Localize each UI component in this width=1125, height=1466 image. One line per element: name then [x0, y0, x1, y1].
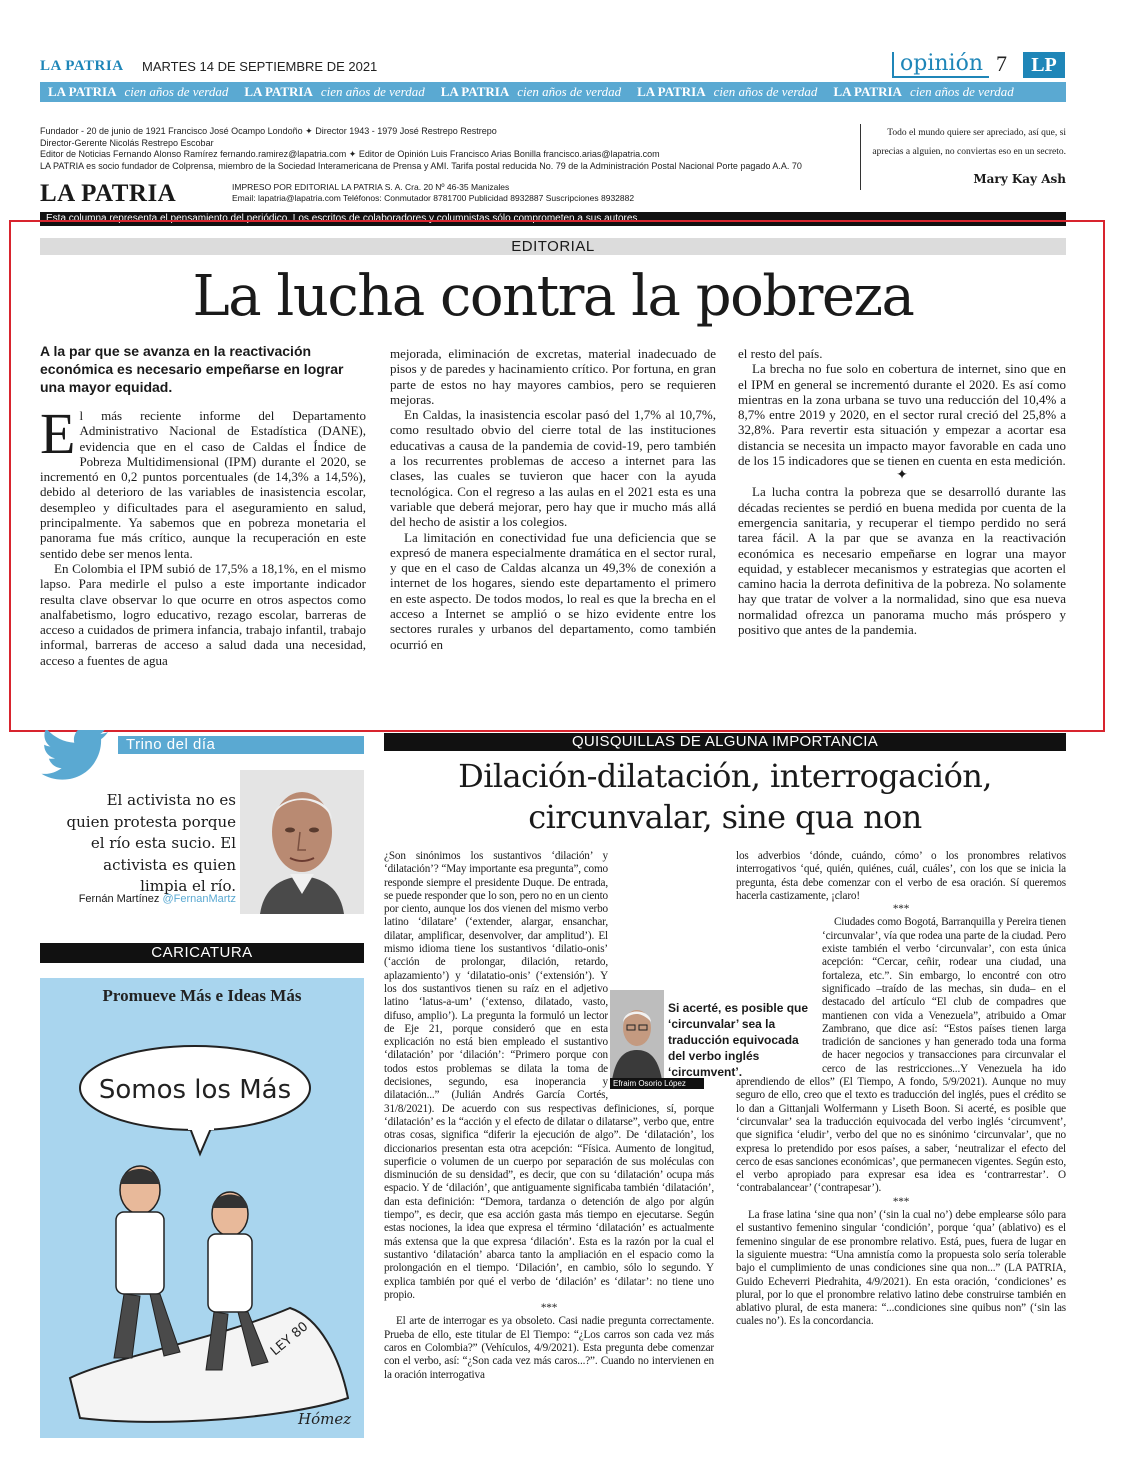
editorial-paragraph: La limitación en conectividad fue una deficiencia que se expresó de manera especialmente dramática en el sector rural, y que en el caso de Caldas alcanza un 49,3% de conexión a internet de los hogares, siendo este departamento el primero en este aspecto. De todos modos, lo real es que la brecha en el acceso a Internet se amplió o se hizo evidente entre los sectores rurales y urbanos del departamento, como también ocurrió en [390, 529, 716, 652]
lp-badge: LP [1023, 52, 1065, 78]
publication-date: MARTES 14 DE SEPTIEMBRE DE 2021 [142, 59, 378, 74]
section-separator: *** [892, 903, 910, 916]
article-paragraph: El arte de interrogar es ya obsoleto. Casi nadie pregunta correctamente. Prueba de ello, este titular de El Tiempo: “¿Los carros son cada vez más caros en Colombia?” (Vehículos, 4/9/2021). Esta pregunta debe comenzar con el verbo, así: “¿Son cada vez más caros...?”. Cuando no intervienen en la oración interrogativa [384, 1315, 714, 1381]
caricatura-bar: CARICATURA [40, 943, 364, 963]
trino-handle[interactable]: @FernanMartz [162, 893, 236, 905]
page-number: 7 [996, 51, 1007, 76]
editorial-paragraph: el resto del país. [738, 346, 823, 361]
strip-brand: LA PATRIA [833, 84, 902, 99]
imprint-line-2: Email: lapatria@lapatria.com Teléfonos: Conmutador 8781700 Publicidad 8932887 Suscripciones 8932882 [232, 193, 635, 203]
credit-line: LA PATRIA es socio fundador de Colprensa, miembro de la Sociedad Interamericana de Prensa y AMI. Tarifa postal reducida No. 79 de la Administración Postal Nacional Porte pagado A.A. 70 [40, 160, 802, 171]
section-separator: *** [892, 1195, 910, 1208]
quisquillas-column-1 [384, 850, 714, 1382]
editorial-paragraph: La brecha no fue solo en cobertura de internet, sino que en el IPM en general se incrementó durante el 2020. Es así como mientras en la zona urbana se tuvo una reducción del 10,4% a 8,7% entre 2019 y 2020, en el sector rural creció del 25,8% a 32,8%. Para revertir esta situación y empezar a acortar esa distancia se necesita un impacto mayor favorable en cada uno de los 15 indicadores que se tienen en cuenta en esta medición. [738, 361, 1066, 469]
editorial-lead: A la par que se avanza en la reactivación económica es necesario empeñarse en lograr una mayor equidad. [40, 343, 344, 395]
strip-brand: LA PATRIA [440, 84, 510, 99]
masthead-brand: LA PATRIA [40, 58, 124, 74]
strip-tagline: cien años de verdad [909, 84, 1014, 99]
trino-bar: Trino del día [118, 736, 364, 754]
cartoon [40, 978, 364, 1438]
portrait-illustration [240, 770, 364, 914]
tagline-strip [40, 82, 1066, 102]
columnist-photo [610, 990, 664, 1080]
section-separator: *** [540, 1302, 558, 1315]
drop-cap: E [40, 401, 76, 466]
section-name: opinión [892, 52, 989, 78]
quisquillas-column-2 [736, 850, 1066, 1329]
editorial-paragraph: En Colombia el IPM subió de 17,5% a 18,1%, en el mismo lapso. Para medirle el pulso a este importante indicador resulta clave observar lo que ocurre en otros aspectos como analfabetismo, logro educativo, rezago escolar, barreras de acceso a cuidados de primera infancia, trabajo infantil, trabajo informal, barreras de acceso a salud dada una necesidad, acceso a fuentes de agua [40, 560, 366, 668]
bubble-text: Somos los Más [98, 1075, 292, 1105]
article-paragraph [384, 850, 714, 1302]
quote-author: Mary Kay Ash [973, 172, 1066, 186]
trino-author [40, 893, 236, 905]
author-photo [240, 770, 364, 914]
imprint-line-1: IMPRESO POR EDITORIAL LA PATRIA S. A. Cra. 20 Nº 46-35 Manizales [232, 182, 510, 192]
strip-brand: LA PATRIA [244, 84, 313, 99]
editorial-banner: EDITORIAL [40, 238, 1066, 255]
paragraph-text: Ciudades como Bogotá, Barranquilla y Pereira tienen ‘circunvalar’, vía que rodea una parte de la ciudad. Pero existe también el verbo ‘circunvalar’, con esta única acepción: “Cercar, ceñir, rodear una ciudad, una fortaleza, etc.”. Sin embargo, lo encontré con otro significado –traído de las mechas, sin duda– en el destacado del artículo “El club de compadres que mantienen con vida a Venezuela”, atribuido a Omar Zambrano, que dice así: “Estos países tienen larga tradición de sanciones y han generado toda una forma de hacer negocios y transacciones para circunvalar el cerco de las restricciones...Y Venezuela ha ido aprendiendo de ellos” (El Tiempo, A fondo, 5/9/2021). Aunque no muy seguro de ello, creo que el texto es traducción del inglés, pues el crédito se lo dan a Gittanjali Wolfermann y Liseth Boon. Si acerté, es posible que ‘circunvalar’ sea la traducción equivocada del verbo inglés ‘circumvent’, que significa ‘eludir’, verbo del que no es sinónimo ‘circunvalar’, que no expresa lo pretendido por esos países, a saber, ‘neutralizar el efecto del cerco de esas sanciones económicas’, que permanecen vigentes. Según esto, el verbo apropiado para expresar esa idea es ‘contrarrestar’. O ‘contrabalancear’ (‘contrapesar’). [736, 916, 1066, 1195]
paragraph-text: l más reciente informe del Departamento Administrativo Nacional de Estadística (DANE), evidencia que en el caso de Caldas el Índice de Pobreza Multidimensional (IPM) durante el 2020, se incrementó en 0,2 puntos porcentuales (de 14,3% a 14,5%), debido al deterioro de las variables de inasistencia escolar, desempleo y dificultades para el aseguramiento en salud, principalmente. Ya sabemos que en pobreza monetaria el panorama fue más crítico, aunque la recuperación en este sentido debe ser menos lenta. [40, 408, 366, 561]
twitter-bird-icon [40, 730, 110, 780]
credit-line: Director-Gerente Nicolás Restrepo Escobar [40, 137, 214, 148]
imprint-info [232, 182, 634, 204]
strip-tagline: cien años de verdad [124, 84, 229, 99]
masthead-credits [40, 126, 820, 172]
quote-text: Todo el mundo quiere ser apreciado, así que, si aprecias a alguien, no conviertas eso en un secreto. [872, 128, 1066, 157]
editorial-paragraph: La lucha contra la pobreza que se desarrolló durante las décadas recientes se perdió en buena medida por cuenta de la emergencia sanitaria, y recuperar el tiempo perdido no será tarea fácil. A la par que se avanza en la reactivación económica es necesario empeñarse en lograr una mayor equidad, y establecer mecanismos y estrategias que acorten el camino hacia la derrota definitiva de la pobreza. No solamente hay que tratar de volver a la normalidad, sino que esa nueva normalidad ofrezca un panorama mucho más próspero y positivo que antes de la pandemia. [738, 484, 1066, 638]
pull-quote: Si acerté, es posible que ‘circunvalar’ sea la traducción equivocada del verbo inglés ‘circumvent’. [668, 1001, 809, 1079]
photo-caption: Efraim Osorio López [610, 1078, 704, 1089]
title-line-2: circunvalar, sine qua non [528, 798, 922, 836]
strip-tagline: cien años de verdad [713, 84, 818, 99]
separator-star: ✦ [896, 468, 908, 484]
article-paragraph: La frase latina ‘sine qua non’ (‘sin la cual no’) debe emplearse sólo para el sustantivo femenino singular ‘condición’, porque ‘qua’ (ablativo) es el femenino singular de ese pronombre relativo. Está, pues, fuera de lugar en la siguiente muestra: “Una amnistía como la propuesta solo sería tolerable bajo el cumplimiento de unas condiciones sine qua non...” (LA PATRIA, Guido Echeverri Piedrahita, 4/9/2021). En esta oración, ‘condiciones’ es plural, por lo que el pronombre relativo latino debe construirse también en ablativo plural, de esta manera: “...condiciones sine quibus non” (‘sin las cuales no’). Es la concordancia. [736, 1209, 1066, 1328]
cartoon-drawing [40, 978, 364, 1438]
title-line-1: Dilación-dilatación, interrogación, [458, 757, 992, 795]
quisquillas-bar: QUISQUILLAS DE ALGUNA IMPORTANCIA [384, 733, 1066, 751]
cartoonist-signature: Hómez [298, 1410, 352, 1428]
editorial-title: La lucha contra la pobreza [192, 264, 914, 329]
trino-text: El activista no es quien protesta porque el río esta sucio. El activista es quien limpia el río. [66, 791, 236, 895]
editorial-paragraph: mejorada, eliminación de excretas, material inadecuado de pisos y de paredes y hacinamiento crítico. Por fortuna, en gran parte de estos no hay mayores cambios, pero se requieren mejoras. [390, 346, 716, 407]
sheet-label: LEY 80 [267, 1319, 312, 1360]
credit-line: Editor de Noticias Fernando Alonso Ramírez fernando.ramirez@lapatria.com ✦ Editor de Opinión Luis Francisco Arias Bonilla francisco.arias@lapatria.com [40, 149, 660, 160]
strip-tagline: cien años de verdad [517, 84, 622, 99]
cartoon-title: Promueve Más e Ideas Más [102, 986, 302, 1005]
strip-brand: LA PATRIA [637, 84, 706, 99]
editorial-paragraph: En Caldas, la inasistencia escolar pasó del 1,7% al 10,7%, como resultado obvio del cierre total de las instituciones educativas a causa de la pandemia de covid-19, pero también a los recurrentes problemas de acceso a internet para las clases, las cuales se tuvieron que hacer con la ayuda tecnológica. Con el regreso a las aulas en el 2021 esta es una variable que deberá mejorar, pero hay que ir mucho más allá del hecho de asistir a los colegios. [390, 407, 716, 530]
quisquillas-title [384, 756, 1066, 838]
columnist-portrait [610, 990, 664, 1080]
imprint-logo: LA PATRIA [40, 180, 177, 207]
strip-brand: LA PATRIA [48, 84, 117, 99]
highlight-frame [9, 220, 1105, 732]
trino-author-name: Fernán Martínez [78, 893, 160, 905]
strip-tagline: cien años de verdad [320, 84, 425, 99]
quote-box [860, 124, 1066, 190]
article-paragraph: los adverbios ‘dónde, cuándo, cómo’ o los pronombres relativos interrogativos ‘qué, quién, quiénes, cuál, cuáles’, con los que se inicia la pregunta, ésta debe comenzar con el verbo de esa oración. Sí queremos hacerla castizamente, ¡claro! [736, 850, 1066, 902]
paragraph-text: ¿Son sinónimos los sustantivos ‘dilación’ y ‘dilatación’? “May importante esa pregunta”, como responde siempre el presidente Duque. De entrada, se puede responder que lo son, pero no en un ciento por ciento, aunque los dos vienen del mismo verbo latino ‘dilatare’ (‘extender, alargar, ensanchar, dilatar, amplificar, desenvolver, dar amplitud’). El mismo idioma tiene los sustantivos ‘dilatio-onis’ (‘acción de prolongar, dilación, retardo, aplazamiento’) y ‘dilatatio-onis’ (‘extensión’). Y los dos sustantivos tienen su raíz en el adjetivo latino ‘latus-a-um’ (‘extenso, dilatado, vasto, difuso, amplio’). La pregunta la formuló un lector de Eje 21, porque consideró que en esta explicación no está bien empleado el sustantivo ‘dilatación’ por ‘dilación’: “Primero porque con todos estos problemas se dilata la toma de decisiones, segundo, esa inoperancia y dilatación...” (Julián Andrés García Cortés, 31/8/2021). De acuerdo con sus respectivas definiciones, sí, porque ‘dilatación’ es la “acción y el efecto de dilatar o dilatarse”, verbo que, entre otras cosas, significa “diferir la ejecución de algo”. De ‘dilatación’, los diccionarios presentan esta otra acepción: “Física. Aumento de longitud, superficie o volumen de un cuerpo por separación de sus moléculas con disminución de su densidad”, es decir, que con su ‘dilatación’ ocupa más espacio. Y de ‘dilación’, que antiguamente significaba también ‘dilatación’, dan esta definición: “Demora, tardanza o detención de algo por algún tiempo”, es decir, que esa acción gasta más tiempo en ejecutarse. Según estas nociones, la idea que expresa el término ‘dilatación’ es actualmente más extensa que la que expresa ‘dilación’. Esta es la razón por la cual el sustantivo ‘dilatación’ abarca tanto la ampliación en el espacio como la prolongación en el tiempo. ‘Dilación’, en cambio, sólo lo segundo. Y explica también por qué el verbo de ‘dilación’ es ‘dilatar’: no tiene uno propio. [384, 850, 714, 1301]
credit-line: Fundador - 20 de junio de 1921 Francisco José Ocampo Londoño ✦ Director 1943 - 1979 José Restrepo Restrepo [40, 126, 497, 136]
disclaimer-bar: Esta columna representa el pensamiento del periódico. Los escritos de colaboradores y columnistas sólo comprometen a sus autores [40, 212, 1066, 226]
